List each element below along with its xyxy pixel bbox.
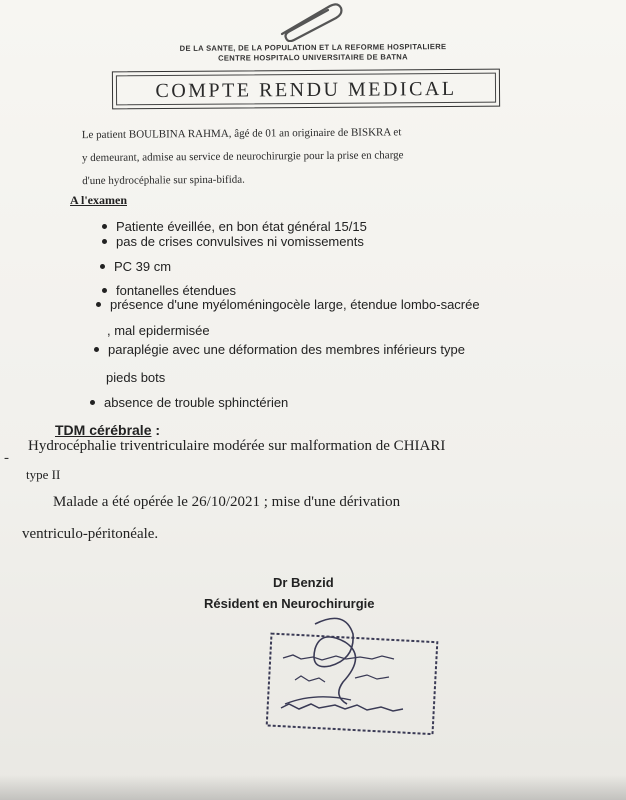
- intro-line: Le patient BOULBINA RAHMA, âgé de 01 an originaire de BISKRA et: [81, 126, 402, 142]
- operation-line: ventriculo-péritonéale.: [22, 526, 159, 542]
- bullet-icon: [100, 264, 105, 269]
- intro-line: y demeurant, admise au service de neurochirurgie pour la prise en charge: [81, 149, 404, 165]
- list-item-continuation: , mal epidermisée: [107, 323, 210, 338]
- doctor-role: Résident en Neurochirurgie: [204, 596, 375, 611]
- bullet-icon: [102, 288, 107, 293]
- scan-shadow: [0, 775, 626, 800]
- intro-paragraph: [82, 120, 558, 193]
- dash-marker: -: [4, 450, 9, 466]
- list-item: pas de crises convulsives ni vomissements: [116, 234, 364, 249]
- hospital-header: CENTRE HOSPITALO UNIVERSITAIRE DE BATNA: [218, 52, 408, 63]
- stamp-signature: [255, 604, 455, 754]
- bullet-icon: [90, 400, 95, 405]
- doctor-name: Dr Benzid: [273, 575, 334, 590]
- intro-line: d'une hydrocéphalie sur spina-bifida.: [82, 173, 245, 188]
- document-title: COMPTE RENDU MEDICAL: [116, 73, 496, 106]
- list-item: PC 39 cm: [114, 259, 171, 274]
- paperclip-icon: [268, 0, 348, 42]
- title-frame: [112, 69, 500, 110]
- tdm-finding-continuation: type II: [26, 467, 61, 482]
- list-item: absence de trouble sphinctérien: [104, 395, 288, 410]
- list-item: Patiente éveillée, en bon état général 15/15: [116, 219, 367, 234]
- list-item: présence d'une myéloméningocèle large, étendue lombo-sacrée: [110, 297, 480, 312]
- exam-heading: A l'examen: [70, 193, 127, 207]
- list-item-continuation: pieds bots: [106, 370, 166, 385]
- operation-line: Malade a été opérée le 26/10/2021 ; mise d'une dérivation: [53, 494, 401, 510]
- bullet-icon: [94, 347, 99, 352]
- bullet-icon: [96, 302, 101, 307]
- bullet-icon: [102, 239, 107, 244]
- list-item: fontanelles étendues: [116, 283, 236, 298]
- tdm-finding: Hydrocéphalie triventriculaire modérée sur malformation de CHIARI: [28, 438, 446, 454]
- ministry-header: DE LA SANTE, DE LA POPULATION ET LA REFORME HOSPITALIERE: [179, 42, 447, 53]
- list-item: paraplégie avec une déformation des membres inférieurs type: [108, 342, 465, 357]
- tdm-heading: TDM cérébrale :: [55, 422, 161, 438]
- bullet-icon: [102, 224, 107, 229]
